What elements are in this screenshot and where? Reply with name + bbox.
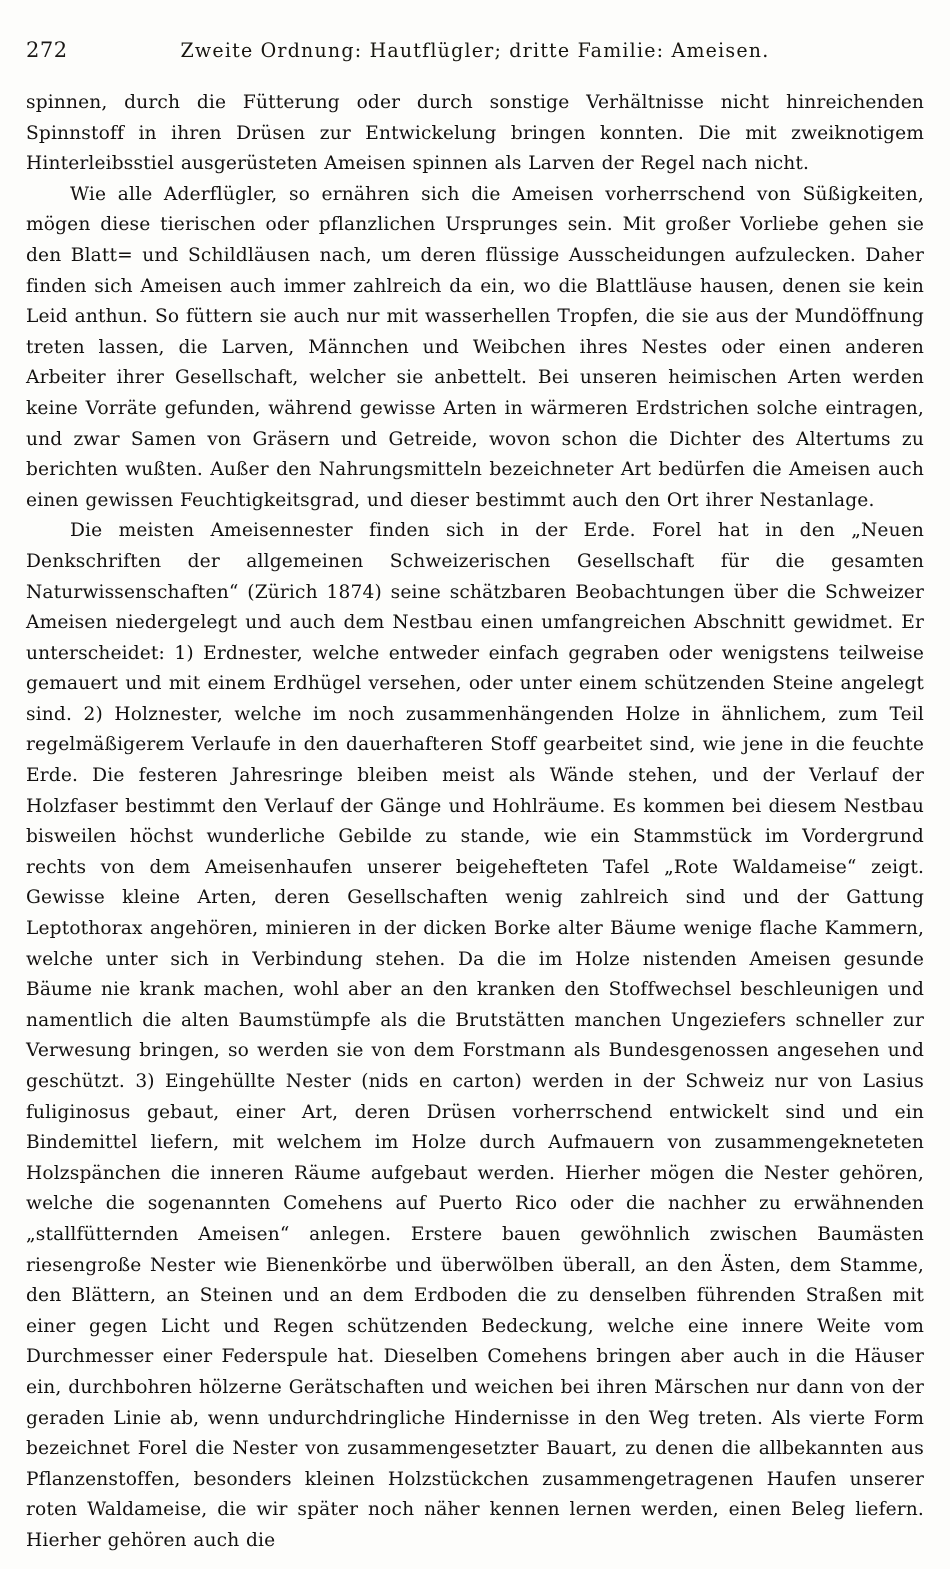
paragraph: Wie alle Aderflügler, so ernähren sich die Ameisen vorherrschend von Süßigkeiten, mögen diese tierischen oder pflanzlichen Ursprunges sein. Mit großer Vorliebe gehen sie den Blatt= und Schildläusen nach, um deren flüssige Ausscheidungen aufzulecken. Daher finden sich Ameisen auch immer zahlreich da ein, wo die Blattläuse hausen, denen sie kein Leid anthun. So füttern sie auch nur mit wasserhellen Tropfen, die sie aus der Mundöffnung treten lassen, die Larven, Männchen und Weibchen ihres Nestes oder einen anderen Arbeiter ihrer Gesellschaft, welcher sie anbettelt. Bei unseren heimischen Arten werden keine Vorräte gefunden, während gewisse Arten in wärmeren Erdstrichen solche eintragen, und zwar Samen von Gräsern und Getreide, wovon schon die Dichter des Altertums zu berichten wußten. Außer den Nahrungsmitteln bezeichneter Art bedürfen die Ameisen auch einen gewissen Feuchtigkeitsgrad, und dieser bestimmt auch den Ort ihrer Nestanlage. [26,183,924,511]
paragraph: Die meisten Ameisennester finden sich in der Erde. Forel hat in den „Neuen Denkschriften der allgemeinen Schweizerischen Gesellschaft für die gesamten Naturwissenschaften“ (Zürich 1874) seine schätzbaren Beobachtungen über die Schweizer Ameisen niedergelegt und auch dem Nestbau einen umfangreichen Abschnitt gewidmet. Er unterscheidet: 1) Erdnester, welche entweder einfach gegraben oder wenigstens teilweise gemauert und mit einem Erdhügel versehen, oder unter einem schützenden Steine angelegt sind. 2) Holznester, welche im noch zusammenhängenden Holze in ähnlichem, zum Teil regelmäßigerem Verlaufe in den dauerhafteren Stoff gearbeitet sind, wie jene in die feuchte Erde. Die festeren Jahresringe bleiben meist als Wände stehen, und der Verlauf der Holzfaser bestimmt den Verlauf der Gänge und Hohlräume. Es kommen bei diesem Nestbau bisweilen höchst wunderliche Gebilde zu stande, wie ein Stammstück im Vordergrund rechts von dem Ameisenhaufen unserer beigehefteten Tafel „Rote Waldameise“ zeigt. Gewisse kleine Arten, deren Gesellschaften wenig zahlreich sind und der Gattung Leptothorax angehören, minieren in der dicken Borke alter Bäume wenige flache Kammern, welche unter sich in Verbindung stehen. Da die im Holze nistenden Ameisen gesunde Bäume nie krank machen, wohl aber an den kranken den Stoffwechsel beschleunigen und namentlich die alten Baumstümpfe als die Brutstätten manchen Ungeziefers schneller zur Verwesung bringen, so werden sie von dem Forstmann als Bundesgenossen angesehen und geschützt. 3) Eingehüllte Nester (nids en carton) werden in der Schweiz nur von Lasius fuliginosus gebaut, einer Art, deren Drüsen vorherrschend entwickelt sind und ein Bindemittel liefern, mit welchem im Holze durch Aufmauern von zusammengekneteten Holzspänchen die inneren Räume aufgebaut werden. Hierher mögen die Nester gehören, welche die sogenannten Comehens auf Puerto Rico oder die nachher zu erwähnenden „stallfütternden Ameisen“ anlegen. Erstere bauen gewöhnlich zwischen Baumästen riesengroße Nester wie Bienenkörbe und überwölben überall, an den Ästen, dem Stamme, den Blättern, an Steinen und an dem Erdboden die zu denselben führenden Straßen mit einer gegen Licht und Regen schützenden Bedeckung, welche eine innere Weite vom Durchmesser einer Federspule hat. Dieselben Comehens bringen aber auch in die Häuser ein, durchbohren hölzerne Gerätschaften und weichen bei ihren Märschen nur dann von der geraden Linie ab, wenn undurchdringliche Hindernisse in den Weg treten. Als vierte Form bezeichnet Forel die Nester von zusammengesetzter Bauart, zu denen die allbekannten aus Pflanzenstoffen, besonders kleinen Holzstückchen zusammengetragenen Haufen unserer roten Waldameise, die wir später noch näher kennen lernen werden, einen Beleg liefern. Hierher gehören auch die [26,520,924,1551]
body-text [26,88,924,1557]
paragraph: spinnen, durch die Fütterung oder durch sonstige Verhältnisse nicht hinreichenden Spinnstoff in ihren Drüsen zur Entwickelung bringen konnten. Die mit zweiknotigem Hinterleibsstiel ausgerüsteten Ameisen spinnen als Larven der Regel nach nicht. [26,92,924,175]
page-header [0,38,950,72]
running-head: Zweite Ordnung: Hautflügler; dritte Familie: Ameisen. [180,39,770,63]
page-number: 272 [26,38,68,62]
